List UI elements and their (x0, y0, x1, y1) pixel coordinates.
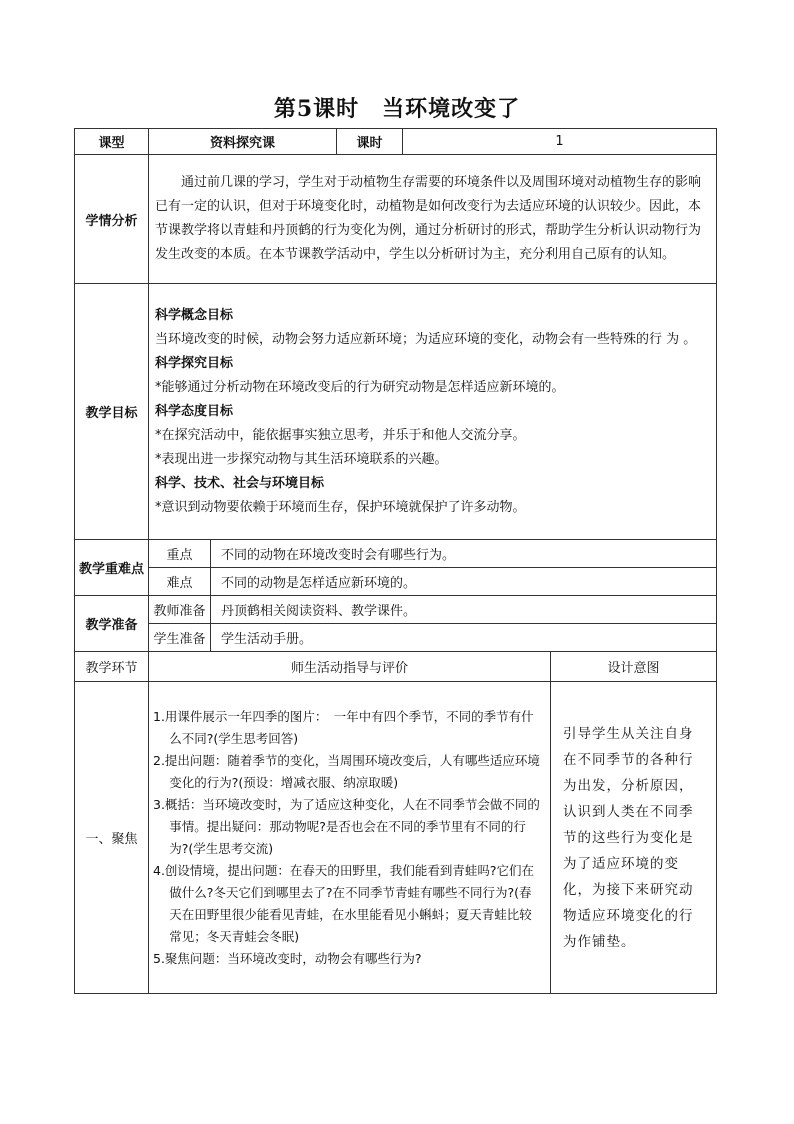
student-prep-label: 学生准备 (149, 624, 211, 652)
course-type-value: 资料探究课 (149, 129, 337, 155)
attitude-goal-text-2: *表现出进一步探究动物与其生活环境联系的兴趣。 (155, 451, 448, 467)
student-prep-row (75, 624, 717, 652)
process-header-activity: 师生活动指导与评价 (149, 652, 551, 682)
analysis-text: 通过前几课的学习，学生对于动植物生存需要的环境条件以及周围环境对动植物生存的影响已有一定的认识，但对于环境变化时，动植物是如何改变行为去适应环境的认识较少。因此，本节课教学将以青蛙和丹顶鹤的行为变化为例，通过分析研讨的形式，帮助学生分析认识动物行为发生改变的本质。在本节课教学活动中，学生以分析研讨为主，充分利用自己原有的认知。 (155, 175, 702, 262)
teacher-prep-row (75, 596, 717, 624)
stse-goal-heading: 科学、技术、社会与环境目标 (155, 475, 325, 491)
class-hours-value: 1 (403, 129, 717, 155)
concept-goal-heading: 科学概念目标 (155, 307, 234, 323)
lesson-plan-table (74, 128, 717, 994)
key-point-text: 不同的动物在环境改变时会有哪些行为。 (211, 540, 717, 568)
focus-step-1: 1.用课件展示一年四季的图片： 一年中有四个季节，不同的季节有什么不同?(学生思考回答) (153, 708, 534, 746)
focus-design-intent: 引导学生从关注自身在不同季节的各种行为出发，分析原因，认识到人类在不同季节的这些行为变化是为了适应环境的变化，为接下来研究动物适应环境变化的行为作铺垫。 (563, 725, 694, 950)
focus-section-row (75, 682, 717, 994)
keypoints-label: 教学重难点 (75, 540, 149, 596)
page-title: 第5课时 当环境改变了 (273, 96, 521, 122)
focus-section-name: 一、聚焦 (75, 682, 149, 994)
class-hours-label: 课时 (337, 129, 403, 155)
prep-label: 教学准备 (75, 596, 149, 652)
course-type-label: 课型 (75, 129, 149, 155)
difficulty-row (75, 568, 717, 596)
stse-goal-text: *意识到动物要依赖于环境而生存，保护环境就保护了许多动物。 (155, 499, 526, 515)
analysis-row (75, 155, 717, 284)
goals-label: 教学目标 (75, 284, 149, 540)
process-header-intent: 设计意图 (551, 652, 717, 682)
course-type-row (75, 129, 717, 155)
focus-step-4: 4.创设情境，提出问题：在春天的田野里，我们能看到青蛙吗?它们在做什么?冬天它们到哪里去了?在不同季节青蛙有哪些不同行为?(春天在田野里很少能看见青蛙，在水里能看见小蝌蚪；夏天青蛙比较常见；冬天青蛙会冬眠) (153, 862, 535, 944)
focus-steps (149, 698, 550, 978)
process-header-stage: 教学环节 (75, 652, 149, 682)
key-point-label: 重点 (149, 540, 211, 568)
inquiry-goal-text: *能够通过分析动物在环境改变后的行为研究动物是怎样适应新环境的。 (155, 379, 565, 395)
difficulty-label: 难点 (149, 568, 211, 596)
keypoint-row (75, 540, 717, 568)
goals-row (75, 284, 717, 540)
teacher-prep-label: 教师准备 (149, 596, 211, 624)
attitude-goal-text-1: *在探究活动中，能依据事实独立思考，并乐于和他人交流分享。 (155, 427, 526, 443)
attitude-goal-heading: 科学态度目标 (155, 403, 234, 419)
focus-step-3: 3.概括：当环境改变时，为了适应这种变化，人在不同季节会做不同的事情。提出疑问：那动物呢?是否也会在不同的季节里有不同的行为?(学生思考交流) (153, 796, 540, 856)
process-header-row (75, 652, 717, 682)
focus-step-5: 5.聚焦问题：当环境改变时，动物会有哪些行为? (153, 950, 422, 966)
goals-content (149, 301, 716, 523)
focus-step-2: 2.提出问题：随着季节的变化，当周围环境改变后，人有哪些适应环境变化的行为?(预设：增减衣服、纳凉取暖) (153, 752, 540, 790)
teacher-prep-text: 丹顶鹤相关阅读资料、教学课件。 (211, 596, 717, 624)
analysis-label: 学情分析 (75, 155, 149, 284)
inquiry-goal-heading: 科学探究目标 (155, 355, 234, 371)
student-prep-text: 学生活动手册。 (211, 624, 717, 652)
concept-goal-text: 当环境改变的时候，动物会努力适应新环境；为适应环境的变化，动物会有一些特殊的行 为 。 (155, 331, 697, 347)
difficulty-text: 不同的动物是怎样适应新环境的。 (211, 568, 717, 596)
